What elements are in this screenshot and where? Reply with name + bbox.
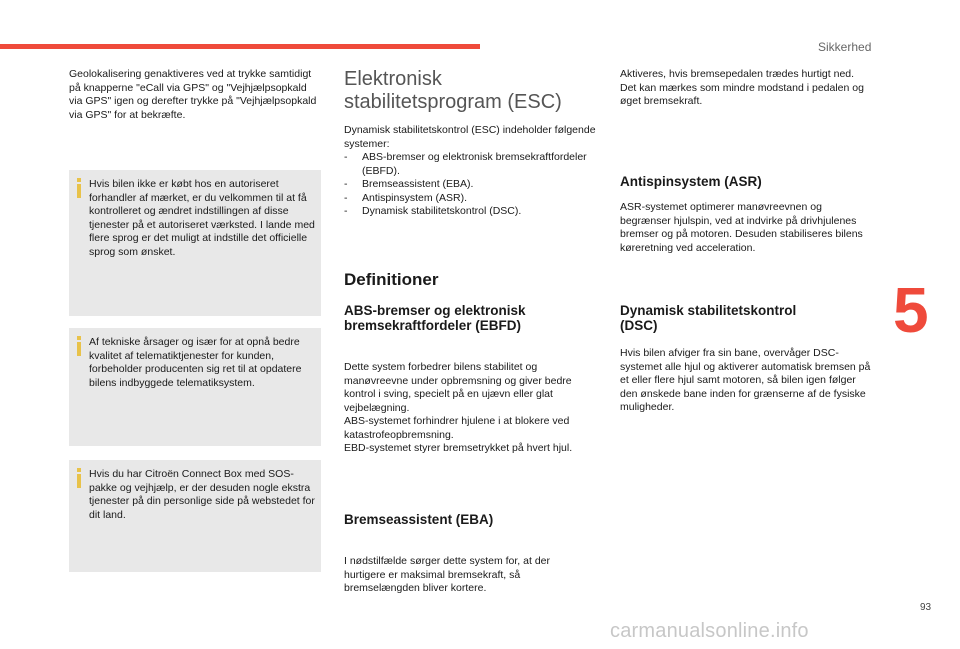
section-label: Sikkerhed (818, 40, 872, 54)
abs-heading-line1: ABS-bremser og elektronisk (344, 303, 526, 318)
eba-heading: Bremseassistent (EBA) (344, 512, 494, 527)
chapter-number: 5 (893, 274, 929, 346)
esc-title-line1: Elektronisk (344, 68, 442, 90)
page-number: 93 (920, 602, 932, 613)
info-icon (77, 468, 81, 488)
asr-text: ASR-systemet optimerer manøvreevnen og begrænser hjulspin, ved at indvirke på drivhjulenes bremser og på motoren. Desuden stabiliseres bilens køreretning ved acceleration. (620, 201, 863, 254)
definitions-heading: Definitioner (344, 270, 439, 289)
abs-text-3: EBD-systemet styrer bremsetrykket på hvert hjul. (344, 442, 573, 454)
list-item: - Dynamisk stabilitetskontrol (DSC). (344, 205, 600, 219)
info-box-text: Hvis du har Citroën Connect Box med SOS-pakke og vejhjælp, er der desuden nogle ekstra tjenester på din personlige side på webstedet for dit land. (89, 468, 315, 521)
info-box-telematics (69, 328, 321, 446)
esc-intro: Dynamisk stabilitetskontrol (ESC) indeholder følgende systemer: (344, 124, 596, 150)
list-item: - Bremseassistent (EBA). (344, 178, 600, 192)
header-accent-bar (0, 44, 480, 49)
watermark: carmanualsonline.info (610, 620, 809, 642)
geolocation-intro: Geolokalisering genaktiveres ved at trykke samtidigt på knapperne "eCall via GPS" og "Vejhjælpsopkald via GPS" igen og derefter trykke på "Vejhjælpsopkald via GPS" for at bekræfte. (69, 68, 317, 121)
esc-systems-list (344, 151, 600, 219)
dsc-text: Hvis bilen afviger fra sin bane, overvåger DSC-systemet alle hjul og aktiverer automatisk bremsen på et eller flere hjul samt motoren, så bilen igen følger den ønskede bane inden for grænserne af de fysiske muligheder. (620, 347, 871, 413)
esc-title-line2: stabilitetsprogram (ESC) (344, 91, 562, 113)
abs-heading-line2: bremsekraftfordeler (EBFD) (344, 318, 522, 333)
dsc-heading (620, 303, 872, 333)
abs-text-2: ABS-systemet forhindrer hjulene i at blokere ved katastrofeopbremsning. (344, 415, 570, 441)
abs-text (344, 361, 600, 456)
eba-text: I nødstilfælde sørger dette system for, at der hurtigere er maksimal bremsekraft, så bremselængden bliver kortere. (344, 555, 550, 594)
asr-heading: Antispinsystem (ASR) (620, 174, 762, 189)
list-item: - ABS-bremser og elektronisk bremsekraftfordeler (EBFD). (344, 151, 600, 178)
abs-heading (344, 303, 600, 333)
info-box-connect-box (69, 460, 321, 572)
info-box-text: Af tekniske årsager og især for at opnå bedre kvalitet af telematiktjenester for kunden, forbeholder producenten sig ret til at opdatere bilens indbyggede telematiksystem. (89, 336, 302, 389)
dsc-heading-line2: (DSC) (620, 318, 658, 333)
list-item: - Antispinsystem (ASR). (344, 192, 600, 206)
info-icon (77, 336, 81, 356)
info-box-dealer (69, 170, 321, 316)
info-box-text: Hvis bilen ikke er købt hos en autoriseret forhandler af mærket, er du velkommen til at få kontrolleret og ændret indstillingen af disse tjenester på et autoriseret værksted. I lande med flere sprog er det muligt at indstille det officielle sprog som ønsket. (89, 178, 315, 258)
esc-title (344, 68, 600, 114)
info-icon (77, 178, 81, 198)
eba-continued-text: Aktiveres, hvis bremsepedalen trædes hurtigt ned. Det kan mærkes som mindre modstand i pedalen og øget bremsekraft. (620, 68, 864, 107)
dsc-heading-line1: Dynamisk stabilitetskontrol (620, 303, 797, 318)
abs-text-1: Dette system forbedrer bilens stabilitet og manøvreevne under opbremsning og giver bedre kontrol i sving, specielt på en ujævn eller glat vejbelægning. (344, 361, 572, 414)
